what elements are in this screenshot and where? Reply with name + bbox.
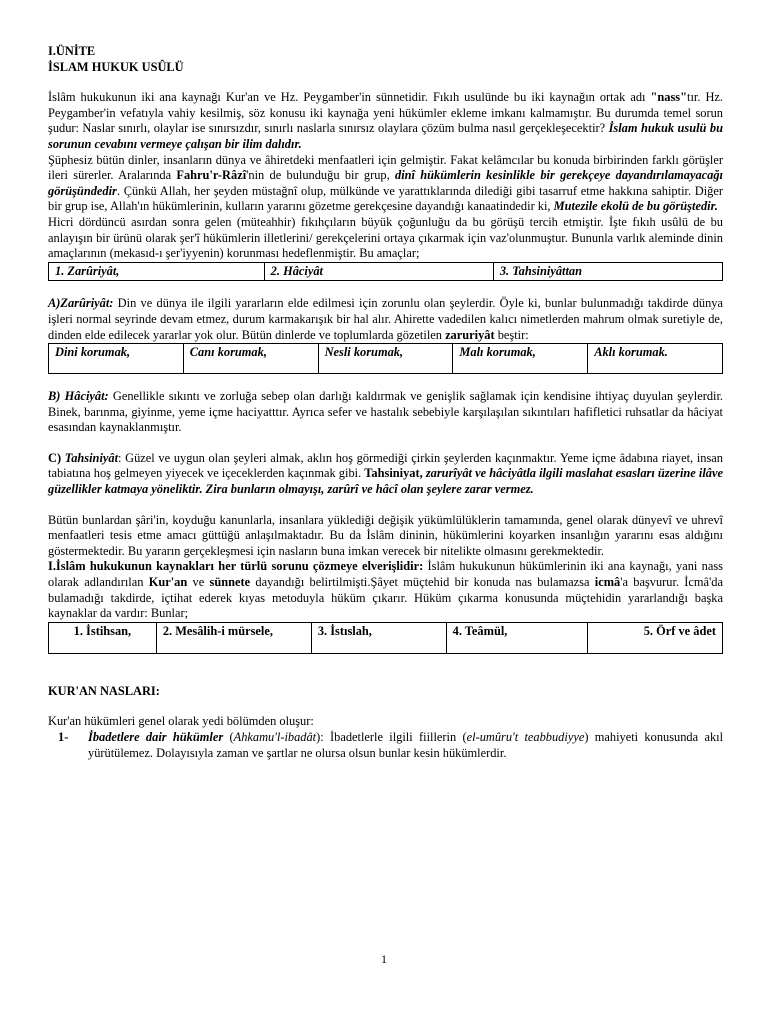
aims-table: [48, 262, 723, 282]
necessity-cell: Dini korumak,: [49, 344, 184, 374]
source-cell: 5. Örf ve âdet: [588, 622, 723, 653]
necessity-cell: Malı korumak,: [453, 344, 588, 374]
section-heading-kuran: KUR'AN NASLARI:: [48, 683, 160, 698]
necessity-cell: Nesli korumak,: [318, 344, 453, 374]
five-necessities-table: [48, 343, 723, 374]
zaruriyat-paragraph: A)Zarûriyât: Din ve dünya ile ilgili yararların elde edilmesi için zorunlu olan şeylerdir. Öyle ki, bunlar bulunmadığı takdirde dünya işleri normal seyrinde devam etmez, durum karmakarışık bir hal alır. Ahirette vadedilen kalıcı nimetlerden mahrum olmak suretiyle de, dinden elde edilecek yararlar yok olur. Bütün dinlerde ve toplumlarda gözetilen zaruriyât beştir:: [48, 296, 723, 342]
page-number: 1: [381, 952, 387, 966]
source-cell: 4. Teâmül,: [446, 622, 588, 653]
necessity-cell: Canı korumak,: [183, 344, 318, 374]
kuran-intro: Kur'an hükümleri genel olarak yedi bölümden oluşur:: [48, 714, 314, 729]
intro-paragraph-1: İslâm hukukunun iki ana kaynağı Kur'an ve Hz. Peygamber'in sünnetidir. Fıkıh usulünde bu iki kaynağın ortak adı "nass"tır. Hz. Peygamber'in vefatıyla vahiy kesilmiş, söz konusu iki kaynağa yeni hükümler ekleme imkanı kalmamıştır. Bu durumda temel sorun şudur: Naslar sınırlı, olaylar ise sınırsızdır, sınırlı naslarla sınırsız olaylara çözüm bulma nasıl gerçekleşecektir? İslam hukuk usulü bu sorunun cevabını vermeye çalışan bir ilim dalıdır.: [48, 90, 723, 151]
aims-cell: 2. Hâciyât: [264, 262, 493, 281]
intro-paragraph-2: Şüphesiz bütün dinler, insanların dünya ve âhiretdeki menfaatleri için gelmiştir. Fakat kelâmcılar bu konuda birbirinden farklı görüşler ileri sürerler. Aralarında Fahru'r-Râzî'nin de bulunduğu bir grup, dinî hükümlerin kesinlikle bir gerekçeye dayandırılamayacağı görüşündedir. Çünkü Allah, her şeyden müstağnî olup, mülkünde ve yarattıklarında dilediği gibi tasarruf etme hakkına sahiptir. Diğer bir grup ise, Allah'ın hükümlerinin, kulların yararını gözetme gerekçesine dayandığı kanaatindedir ki, Mutezile ekolü de bu görüştedir.: [48, 152, 723, 214]
aims-cell: 1. Zarûriyât,: [49, 262, 265, 281]
document-page: [48, 44, 723, 761]
list-item-number: 1-: [58, 730, 69, 744]
source-cell: 3. İstıslah,: [311, 622, 446, 653]
source-cell: 1. İstihsan,: [49, 622, 157, 653]
intro-paragraph-3: Hicri dördüncü asırdan sonra gelen (müteahhir) fıkıhçıların büyük çoğunluğu da bu görüşü tercih etmiştir. İşte fıkıh usûlü de bu anlayışın bir ürünü olarak şer'î hükümlerin illetlerini/ gerekçelerini ortaya çıkarmak için vaz'olunmuştur. Bununla varlık aleminde dinin amaçlarının (mekasıd-ı şer'iyyenin) korunması hedeflenmiştir. Bu amaçlar;: [48, 214, 723, 261]
list-item-text: İbadetlere dair hükümler (Ahkamu'l-ibadât): İbadetlerle ilgili fiillerin (el-umûru't teabbudiyye) mahiyeti konusunda akıl yürütülemez. Dolayısıyla zaman ve şartlar ne olursa olsun bunlar kesin hükümlerdir.: [88, 730, 724, 760]
source-cell: 2. Mesâlih-i mürsele,: [156, 622, 311, 653]
list-item: [48, 730, 723, 761]
conclusion-paragraph-2: I.İslâm hukukunun kaynakları her türlü sorunu çözmeye elverişlidir: İslâm hukukunun hükümlerinin iki ana kaynağı, yani nass olarak adlandırılan Kur'an ve sünnete dayandığı belirtilmişti.Şâyet müçtehid bir konuda nas bulamazsa icmâ'a başvurur. İcmâ'da bulamadığı takdirde, içtihat ederek kıyas metoduyla hüküm çıkarır. Hüküm çıkarma konusunda müçtehidin yararlandığı başka kaynaklar da vardır: Bunlar;: [48, 559, 723, 621]
page-title: İSLAM HUKUK USÛLÜ: [48, 59, 184, 74]
aims-cell: 3. Tahsiniyâttan: [493, 262, 722, 281]
haciyat-paragraph: B) Hâciyât: Genellikle sıkıntı ve zorluğa sebep olan darlığı kaldırmak ve genişlik sağlamak için kendisine ihtiyaç duyulan şeylerdir. Binek, barınma, giyinme, yeme içme haciyatttır. Ayrıca sefer ve hastalık sebebiyle karşılaşılan sıkıntıları hafifletici ruhsatlar da hâciyat esasından kaynaklanmıştır.: [48, 389, 723, 435]
kuran-list: [48, 730, 723, 761]
necessity-cell: Aklı korumak.: [588, 344, 723, 374]
tahsiniyat-paragraph: C) Tahsiniyât: Güzel ve uygun olan şeyleri almak, aklın hoş görmediği çirkin şeylerden kaçınmaktır. Yeme içme âdabına riayet, insan tabiatına hoş gelmeyen yiyecek ve içeceklerden kaçınmak gibi. Tahsiniyat, zarurîyât ve hâciyâtla ilgili maslahat esasları üzerine ilâve güzellikler katmaya yöneliktir. Zira bunların olmayışı, zarûrî ve hâcî olan şeylere zarar vermez.: [48, 450, 723, 497]
sources-table: [48, 622, 723, 654]
conclusion-paragraph-1: Bütün bunlardan şâri'in, koyduğu kanunlarla, insanlara yüklediği değişik yükümlülüklerin tamamında, genel olarak dünyevî ve uhrevî menfaatleri tesis etme amacı güttüğü anlaşılmaktadır. Bu da İslâm dininin, hükümlerini koyarken insanlığın yararını esas aldığını göstermektedir. Bu yararın gerçekleşmesi için nasların buna imkan verecek bir nitelikte olmasını gerekmektedir.: [48, 512, 723, 558]
unit-label: I.ÜNİTE: [48, 44, 96, 58]
